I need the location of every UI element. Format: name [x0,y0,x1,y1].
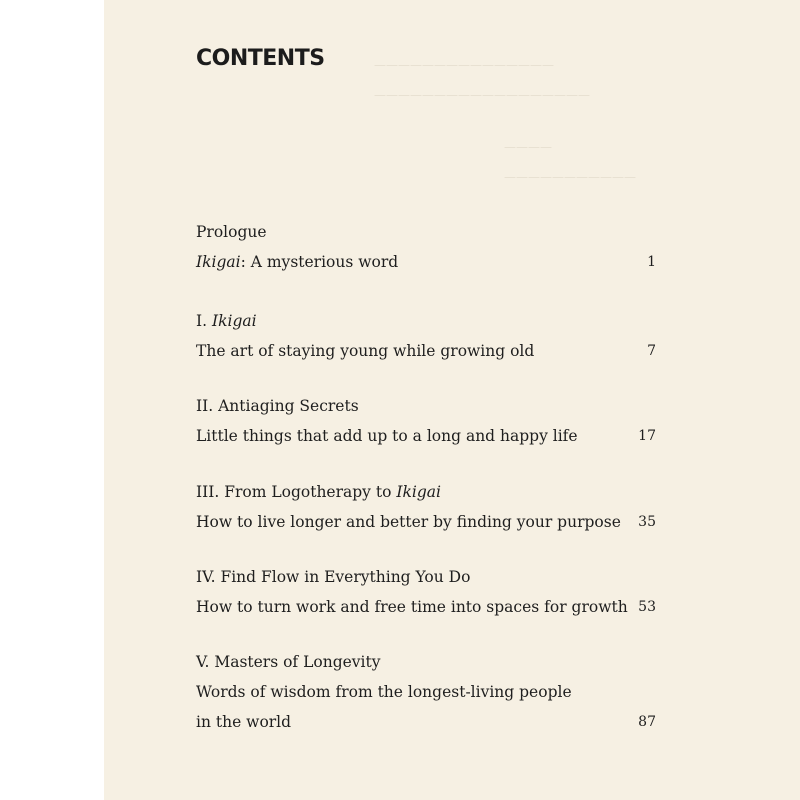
bleed-through-text: ———— [504,140,552,154]
book-page [104,0,800,800]
subtitle-text: in the world [196,713,292,731]
toc-page-number: 35 [638,514,656,530]
bleed-through-text: —————————————————— [374,88,590,102]
toc-entry-title: Prologue [196,223,267,241]
title-italic: Ikigai [211,312,257,330]
toc-entry-subtitle [196,592,656,622]
toc-entry-subtitle-line-1: Words of wisdom from the longest-living people [196,683,572,701]
toc-page-number: 87 [638,714,656,730]
subtitle-text: How to live longer and better by finding your purpose [196,513,621,531]
toc-entry-title [196,477,656,507]
title-prefix: I. [196,312,212,330]
toc-entry-title: V. Masters of Longevity [196,653,381,671]
toc-entry-chapter-2[interactable] [196,391,656,451]
subtitle-text: The art of staying young while growing old [196,342,535,360]
subtitle-italic: Ikigai [196,253,241,271]
toc-page-number: 7 [647,343,656,359]
toc-entry-chapter-1[interactable] [196,306,656,366]
toc-entry-subtitle [196,247,656,277]
toc-entry-subtitle [196,421,656,451]
toc-page-number: 1 [647,254,656,270]
bleed-through-text: ——————————————— [374,58,554,72]
title-prefix: III. From Logotherapy to [196,483,397,501]
toc-page-number: 53 [638,599,656,615]
toc-entry-title [196,306,656,336]
toc-entry-chapter-4[interactable] [196,562,656,622]
toc-entry-title: IV. Find Flow in Everything You Do [196,568,471,586]
toc-entry-subtitle [196,507,656,537]
bleed-through-text: ——————————— [504,170,636,184]
subtitle-text: Little things that add up to a long and happy life [196,427,578,445]
toc-entry-subtitle [196,336,656,366]
toc-entry-chapter-3[interactable] [196,477,656,537]
toc-entry-title: II. Antiaging Secrets [196,397,359,415]
toc-entry-chapter-5[interactable] [196,647,656,737]
page-title: CONTENTS [196,46,325,71]
toc-entry-prologue[interactable] [196,217,656,277]
subtitle-text: How to turn work and free time into spaces for growth [196,598,628,616]
toc-page-number: 17 [638,428,656,444]
subtitle-rest: : A mysterious word [240,253,399,271]
title-italic: Ikigai [396,483,441,501]
toc-entry-subtitle-line-2 [196,707,656,737]
